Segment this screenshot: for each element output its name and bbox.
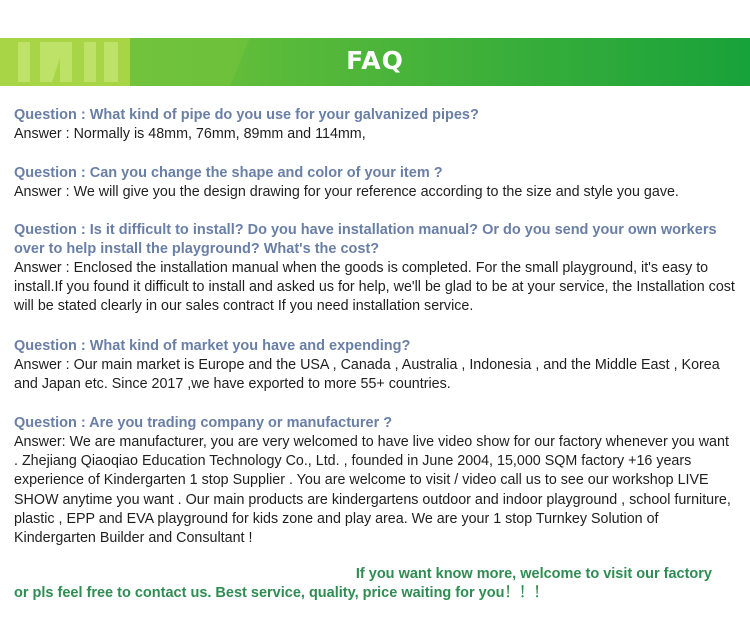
faq-item-2 [14,164,736,202]
faq-question: Question : Are you trading company or manufacturer ? [14,415,393,431]
page-title: FAQ [346,46,404,75]
faq-question: Question : Is it difficult to install? Do you have installation manual? Or do you send your own workers over to help install the playground? What's the cost? [14,222,717,257]
faq-answer: Answer : Normally is 48mm, 76mm, 89mm and 114mm, [14,126,366,142]
faq-item-4 [14,337,736,394]
contact-footer [14,565,712,603]
faq-question: Question : Can you change the shape and color of your item ? [14,165,443,181]
faq-answer: Answer: We are manufacturer, you are very welcomed to have live video show for our factory whenever you want . Zhejiang Qiaoqiao Education Technology Co., Ltd. , founded in June 2004, 15,000 SQM factory +16 years experience of Kindergarten 1 stop Supplier . You are welcome to visit / video call us to see our workshop LIVE SHOW anytime you want . Our main products are kindergartens outdoor and indoor playground , school furniture, plastic , EPP and EVA playground for kids zone and play area. We are your 1 stop Turnkey Solution of Kindergarten Builder and Consultant ! [14,434,731,547]
faq-question: Question : What kind of pipe do you use for your galvanized pipes? [14,107,479,123]
faq-question: Question : What kind of market you have and expending? [14,338,411,354]
faq-answer: Answer : Enclosed the installation manual when the goods is completed. For the small playground, it's easy to install.If you found it difficult to install and asked us for help, we'll be glad to be at your service, the Installation cost will be stated clearly in our sales contract If you need installation service. [14,260,735,315]
faq-item-5 [14,414,736,548]
faq-item-1 [14,106,736,144]
footer-line-visit: If you want know more, welcome to visit our factory [355,566,712,582]
faq-item-3 [14,221,736,317]
footer-line-contact: or pls feel free to contact us. Best service, quality, price waiting for you！！！ [14,585,548,601]
faq-answer: Answer : Our main market is Europe and the USA , Canada , Australia , Indonesia , and the Middle East , Korea and Japan etc. Since 2017 ,we have exported to more 55+ countries. [14,357,720,393]
faq-banner [0,38,750,86]
faq-answer: Answer : We will give you the design drawing for your reference according to the size and style you gave. [14,184,679,200]
